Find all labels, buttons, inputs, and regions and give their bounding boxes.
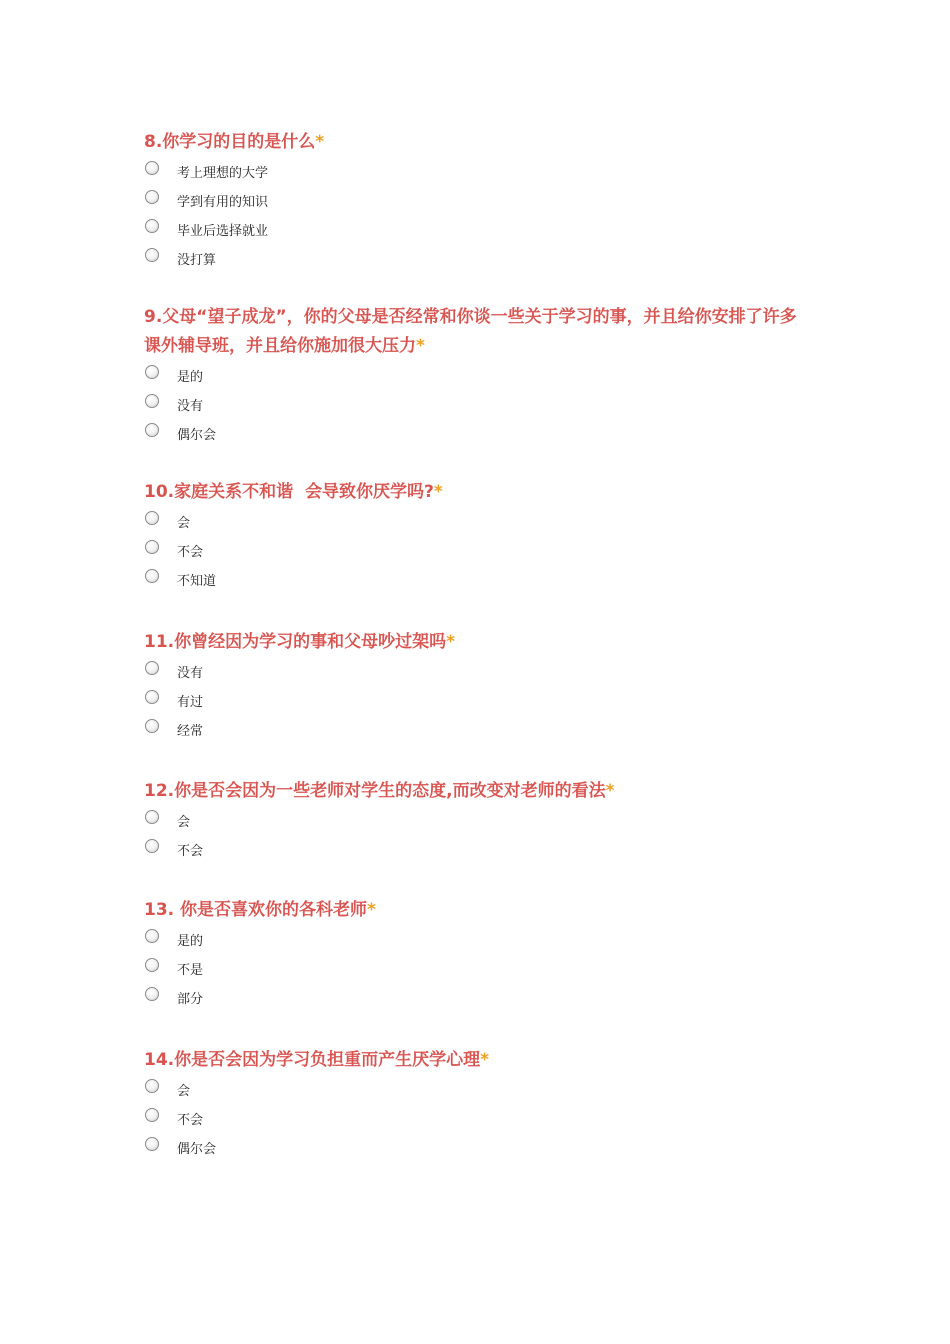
option-label: 是的	[177, 370, 204, 385]
option-item[interactable]	[144, 686, 824, 715]
option-item[interactable]	[144, 507, 824, 536]
option-item[interactable]	[144, 419, 824, 448]
option-list	[144, 1075, 824, 1162]
radio-button[interactable]	[145, 190, 159, 204]
option-item[interactable]	[144, 925, 824, 954]
option-label: 学到有用的知识	[177, 195, 269, 210]
question-14	[144, 1046, 824, 1162]
option-label: 不会	[177, 545, 204, 560]
question-13	[144, 896, 824, 1012]
required-asterisk: *	[315, 132, 325, 152]
radio-button[interactable]	[145, 929, 159, 943]
option-item[interactable]	[144, 565, 824, 594]
radio-button[interactable]	[145, 394, 159, 408]
question-10	[144, 478, 824, 594]
option-item[interactable]	[144, 806, 824, 835]
radio-button[interactable]	[145, 1079, 159, 1093]
option-item[interactable]	[144, 244, 824, 273]
option-item[interactable]	[144, 361, 824, 390]
option-label: 不会	[177, 844, 204, 859]
option-list	[144, 925, 824, 1012]
radio-button[interactable]	[145, 219, 159, 233]
option-list	[144, 806, 824, 864]
radio-button[interactable]	[145, 569, 159, 583]
option-item[interactable]	[144, 1075, 824, 1104]
radio-button[interactable]	[145, 690, 159, 704]
radio-button[interactable]	[145, 511, 159, 525]
option-label: 是的	[177, 934, 204, 949]
option-label: 部分	[177, 992, 204, 1007]
option-label: 会	[177, 1084, 191, 1099]
required-asterisk: *	[605, 781, 615, 801]
option-label: 偶尔会	[177, 1142, 217, 1157]
option-label: 不会	[177, 1113, 204, 1128]
option-label: 不知道	[177, 574, 217, 589]
question-9	[144, 303, 824, 448]
radio-button[interactable]	[145, 540, 159, 554]
option-label: 有过	[177, 695, 204, 710]
option-item[interactable]	[144, 157, 824, 186]
option-list	[144, 361, 824, 448]
option-item[interactable]	[144, 954, 824, 983]
option-label: 没有	[177, 666, 204, 681]
question-title: 8.你学习的目的是什么*	[144, 132, 325, 152]
radio-button[interactable]	[145, 661, 159, 675]
option-list	[144, 157, 824, 273]
required-asterisk: *	[446, 632, 456, 652]
option-item[interactable]	[144, 536, 824, 565]
option-list	[144, 657, 824, 744]
radio-button[interactable]	[145, 839, 159, 853]
radio-button[interactable]	[145, 987, 159, 1001]
option-label: 没打算	[177, 253, 217, 268]
radio-button[interactable]	[145, 1108, 159, 1122]
option-item[interactable]	[144, 715, 824, 744]
option-label: 不是	[177, 963, 204, 978]
question-title: 13. 你是否喜欢你的各科老师*	[144, 900, 376, 920]
question-title: 10.家庭关系不和谐 会导致你厌学吗?*	[144, 482, 443, 502]
option-label: 偶尔会	[177, 428, 217, 443]
question-title: 12.你是否会因为一些老师对学生的态度,而改变对老师的看法*	[144, 781, 615, 801]
option-item[interactable]	[144, 835, 824, 864]
radio-button[interactable]	[145, 248, 159, 262]
radio-button[interactable]	[145, 423, 159, 437]
option-label: 没有	[177, 399, 204, 414]
question-title: 9.父母“望子成龙”，你的父母是否经常和你谈一些关于学习的事，并且给你安排了许多课外辅导班，并且给你施加很大压力*	[144, 307, 797, 356]
radio-button[interactable]	[145, 1137, 159, 1151]
radio-button[interactable]	[145, 719, 159, 733]
radio-button[interactable]	[145, 365, 159, 379]
option-item[interactable]	[144, 1104, 824, 1133]
required-asterisk: *	[367, 900, 376, 920]
required-asterisk: *	[416, 336, 425, 356]
question-8	[144, 128, 824, 273]
question-title: 11.你曾经因为学习的事和父母吵过架吗*	[144, 632, 456, 652]
option-label: 经常	[177, 724, 204, 739]
option-item[interactable]	[144, 1133, 824, 1162]
radio-button[interactable]	[145, 161, 159, 175]
option-label: 毕业后选择就业	[177, 224, 269, 239]
radio-button[interactable]	[145, 958, 159, 972]
option-label: 会	[177, 516, 191, 531]
option-item[interactable]	[144, 657, 824, 686]
required-asterisk: *	[433, 482, 443, 502]
radio-button[interactable]	[145, 810, 159, 824]
question-11	[144, 628, 824, 744]
question-12	[144, 777, 824, 864]
option-label: 会	[177, 815, 191, 830]
option-item[interactable]	[144, 983, 824, 1012]
option-list	[144, 507, 824, 594]
option-item[interactable]	[144, 186, 824, 215]
question-title: 14.你是否会因为学习负担重而产生厌学心理*	[144, 1050, 490, 1070]
survey-form	[144, 128, 824, 1162]
required-asterisk: *	[480, 1050, 490, 1070]
option-item[interactable]	[144, 390, 824, 419]
option-item[interactable]	[144, 215, 824, 244]
option-label: 考上理想的大学	[177, 166, 269, 181]
